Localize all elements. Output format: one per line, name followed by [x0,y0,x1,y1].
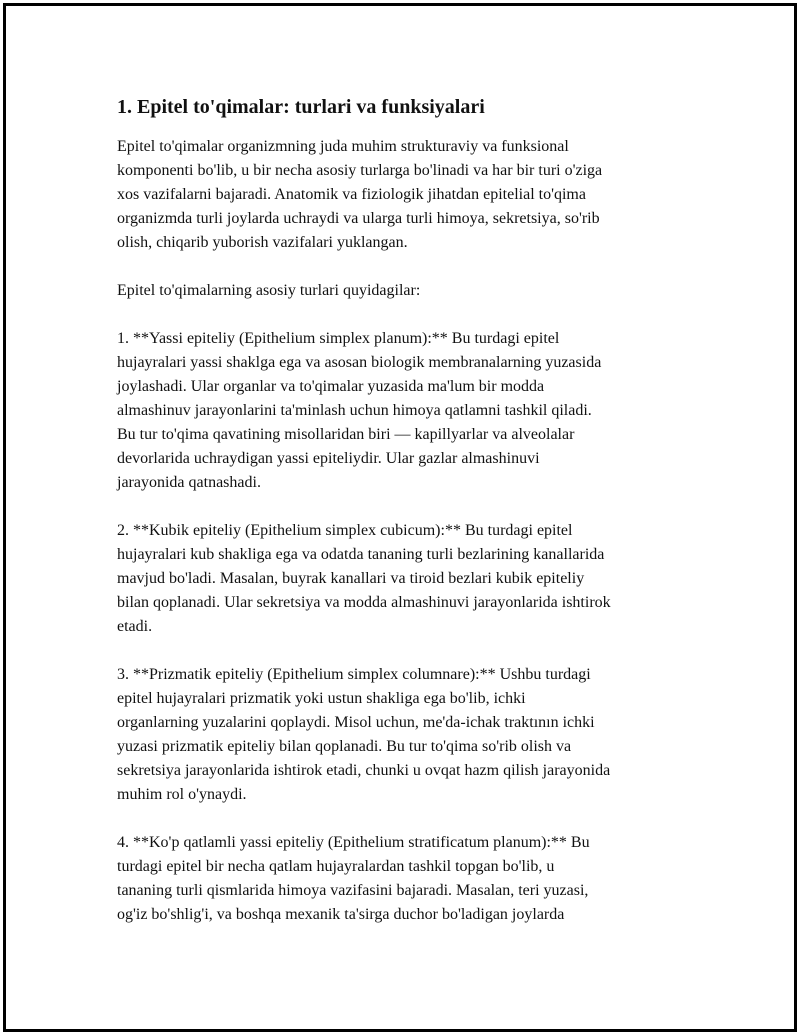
document-body [117,93,677,951]
list-item-stratified-squamous-epithelium: 4. **Ko'p qatlamli yassi epiteliy (Epithelium stratificatum planum):** Bu turdagi epitel bir necha qatlam hujayralardan tashkil topgan bo'lib, u tananing turli qismlarida himoya vazifasini bajaradi. Masalan, teri yuzasi, og'iz bo'shlig'i, va boshqa mexanik ta'sirga duchor bo'ladigan joylarda [117,834,590,923]
list-item-squamous-epithelium: 1. **Yassi epiteliy (Epithelium simplex planum):** Bu turdagi epitel hujayralari yassi shaklga ega va asosan biologik membranalarning yuzasida joylashadi. Ular organlar va to'qimalar yuzasida ma'lum bir modda almashinuv jarayonlarini ta'minlash uchun himoya qatlamni tashkil qiladi. Bu tur to'qima qavatining misollaridan biri — kapillyarlar va alveolalar devorlarida uchraydigan yassi epiteliydir. Ular gazlar almashinuvi jarayonida qatnashadi. [117,330,602,491]
list-item-cuboidal-epithelium: 2. **Kubik epiteliy (Epithelium simplex cubicum):** Bu turdagi epitel hujayralari kub shakliga ega va odatda tananing turli bezlarining kanallarida mavjud bo'ladi. Masalan, buyrak kanallari va tiroid bezlari kubik epiteliy bilan qoplanadi. Ular sekretsiya va modda almashinuvi jarayonlarida ishtirok etadi. [117,522,611,635]
intro-paragraph: Epitel to'qimalar organizmning juda muhim strukturaviy va funksional komponenti bo'lib, u bir necha asosiy turlarga bo'linadi va har bir turi o'ziga xos vazifalarni bajaradi. Anatomik va fiziologik jihatdan epitelial to'qima organizmda turli joylarda uchraydi va ularga turli himoya, sekretsiya, so'rib olish, chiqarib yuborish vazifalari yuklangan. [117,138,603,251]
list-item-columnar-epithelium: 3. **Prizmatik epiteliy (Epithelium simplex columnare):** Ushbu turdagi epitel hujayralari prizmatik yoki ustun shakliga ega bo'lib, ichki organlarning yuzalarini qoplaydi. Misol uchun, me'da-ichak traktının ichki yuzasi prizmatik epiteliy bilan qoplanadi. Bu tur to'qima so'rib olish va sekretsiya jarayonlarida ishtirok etadi, chunki u ovqat hazm qilish jarayonida muhim rol o'ynaydi. [117,666,611,803]
section-heading: 1. Epitel to'qimalar: turlari va funksiyalari [117,96,485,118]
types-intro-paragraph: Epitel to'qimalarning asosiy turlari quyidagilar: [117,282,421,299]
